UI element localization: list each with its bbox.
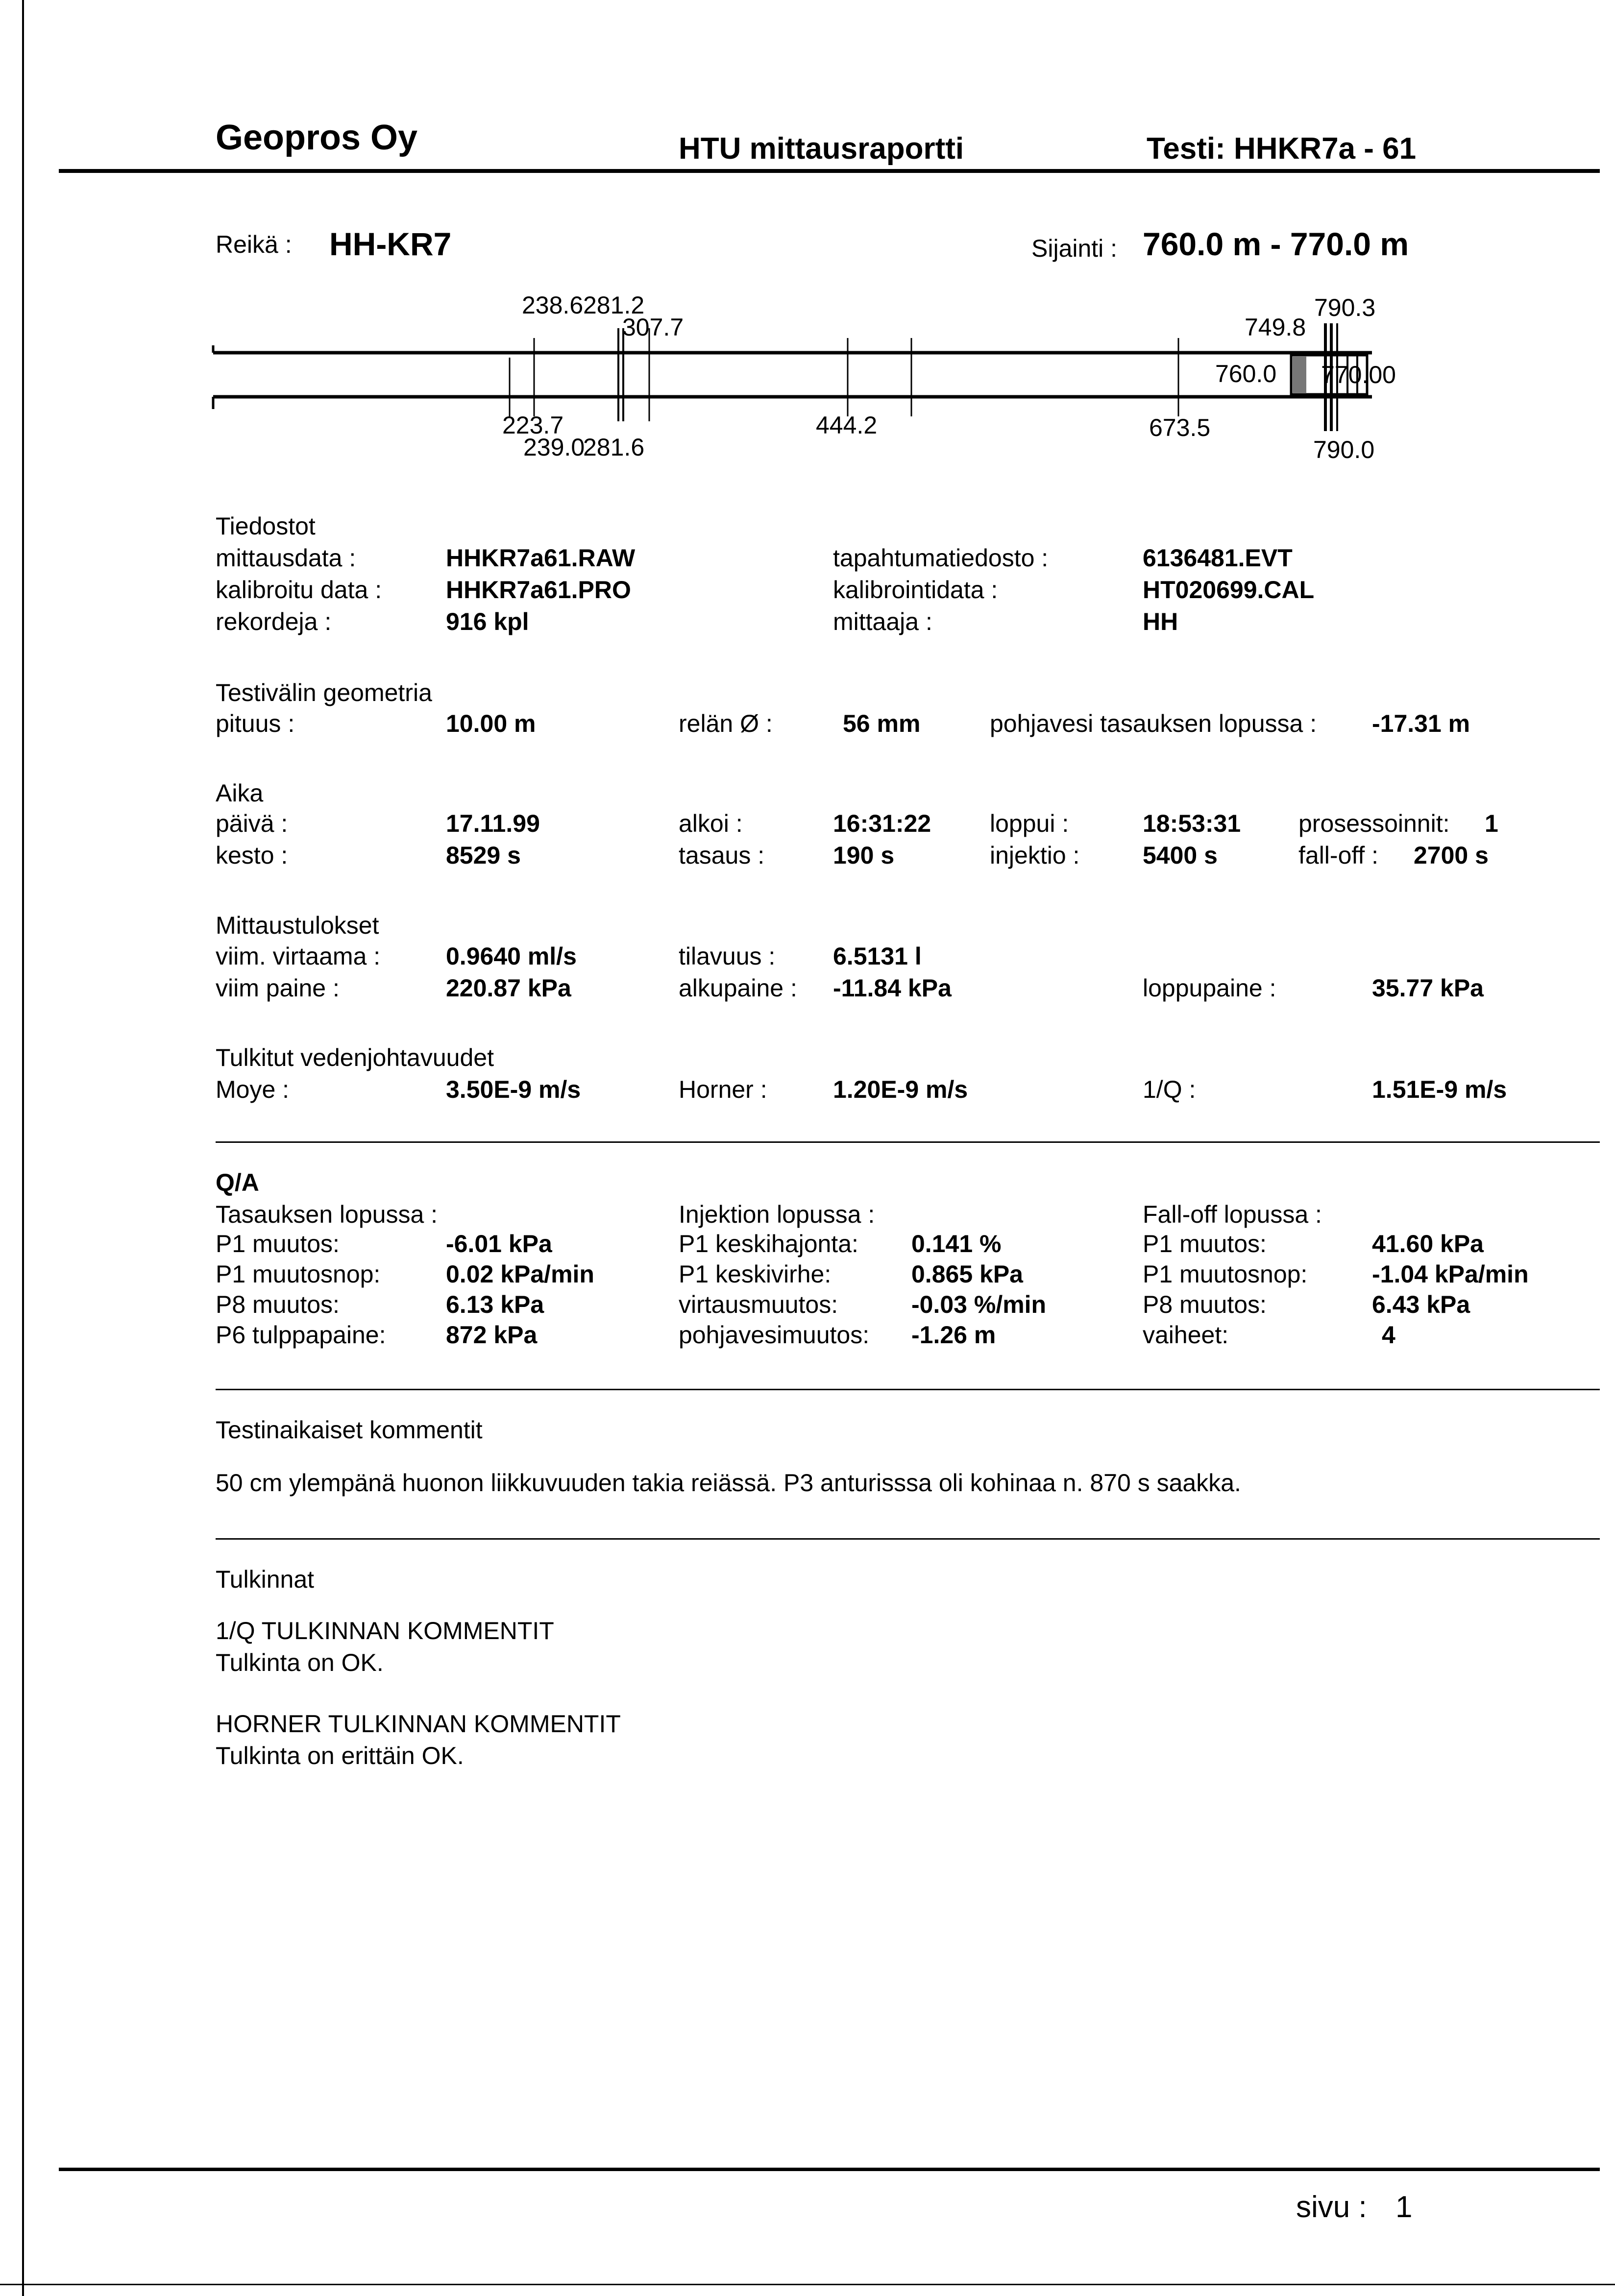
- paiva-value: 17.11.99: [446, 810, 540, 837]
- label-239-0: 239.0: [523, 434, 585, 461]
- injektio-label: injektio :: [990, 842, 1080, 869]
- label-673-5: 673.5: [1149, 414, 1211, 441]
- qa-col3-value: -1.04 kPa/min: [1372, 1260, 1529, 1288]
- tasaus-value: 190 s: [833, 842, 895, 869]
- files-label-kalibrointi: kalibrointidata :: [833, 576, 998, 604]
- kesto-value: 8529 s: [446, 842, 521, 869]
- pituus-label: pituus :: [216, 710, 295, 737]
- files-label-kalibroitu: kalibroitu data :: [216, 576, 382, 604]
- qa-col1-value: -6.01 kPa: [446, 1230, 552, 1257]
- page-number: 1: [1395, 2190, 1413, 2224]
- bottom-edge-line: [0, 2284, 1615, 2285]
- pohjavesi-value: -17.31 m: [1372, 710, 1470, 737]
- qa-col2-value: 0.141 %: [911, 1230, 1002, 1257]
- virtaama-value: 0.9640 ml/s: [446, 943, 577, 970]
- interpretation-line: Tulkinta on erittäin OK.: [216, 1742, 464, 1769]
- falloff-label: fall-off :: [1298, 842, 1379, 869]
- kesto-label: kesto :: [216, 842, 288, 869]
- files-value-kalibroitu: HHKR7a61.PRO: [446, 576, 631, 604]
- sijainti-label: Sijainti :: [1031, 235, 1118, 262]
- time-title: Aika: [216, 779, 264, 807]
- loppupaine-value: 35.77 kPa: [1372, 974, 1484, 1002]
- divider-comments: [216, 1389, 1600, 1390]
- prosessoinnit-label: prosessoinnit:: [1298, 810, 1450, 837]
- qa-col3-value: 41.60 kPa: [1372, 1230, 1484, 1257]
- qa-col2-value: -1.26 m: [911, 1321, 996, 1349]
- test-section-fill: [1293, 357, 1306, 393]
- label-444-2: 444.2: [816, 411, 878, 439]
- label-307-7: 307.7: [622, 314, 684, 341]
- label-760-0: 760.0: [1215, 360, 1277, 387]
- moye-value: 3.50E-9 m/s: [446, 1076, 581, 1103]
- alkupaine-label: alkupaine :: [679, 974, 797, 1002]
- qa-col3-value: 4: [1382, 1321, 1395, 1349]
- reika-value: HH-KR7: [329, 226, 452, 262]
- paine-label: viim paine :: [216, 974, 340, 1002]
- label-281-6: 281.6: [583, 434, 645, 461]
- qa-col2-title: Injektion lopussa :: [679, 1201, 875, 1228]
- label-238-6: 238.6: [522, 291, 584, 319]
- relan-value: 56 mm: [843, 710, 921, 737]
- files-value-mittaaja: HH: [1143, 608, 1178, 635]
- files-value-mittausdata: HHKR7a61.RAW: [446, 544, 636, 572]
- prosessoinnit-value: 1: [1485, 810, 1498, 837]
- paine-value: 220.87 kPa: [446, 974, 571, 1002]
- moye-label: Moye :: [216, 1076, 290, 1103]
- virtaama-label: viim. virtaama :: [216, 943, 381, 970]
- qa-col2-label: pohjavesimuutos:: [679, 1321, 870, 1349]
- divider-qa: [216, 1141, 1600, 1143]
- alkoi-value: 16:31:22: [833, 810, 931, 837]
- qa-col1-value: 6.13 kPa: [446, 1291, 544, 1318]
- loppui-label: loppui :: [990, 810, 1069, 837]
- loppupaine-label: loppupaine :: [1143, 974, 1276, 1002]
- interpretations-title: Tulkinnat: [216, 1566, 315, 1593]
- qa-col2-label: P1 keskivirhe:: [679, 1260, 832, 1288]
- qa-col2-label: virtausmuutos:: [679, 1291, 838, 1318]
- q-label: 1/Q :: [1143, 1076, 1196, 1103]
- interpretation-line: 1/Q TULKINNAN KOMMENTIT: [216, 1617, 554, 1644]
- results-title: Mittaustulokset: [216, 912, 379, 939]
- company-name: Geopros Oy: [216, 118, 418, 157]
- files-value-tapahtuma: 6136481.EVT: [1143, 544, 1293, 572]
- qa-col1-label: P1 muutos:: [216, 1230, 340, 1257]
- horner-value: 1.20E-9 m/s: [833, 1076, 968, 1103]
- conductivity-title: Tulkitut vedenjohtavuudet: [216, 1044, 494, 1071]
- qa-col2-value: -0.03 %/min: [911, 1291, 1047, 1318]
- label-790-0: 790.0: [1313, 436, 1375, 463]
- header-rule: [59, 169, 1600, 173]
- files-label-mittaaja: mittaaja :: [833, 608, 932, 635]
- qa-col3-value: 6.43 kPa: [1372, 1291, 1470, 1318]
- files-value-rekordeja: 916 kpl: [446, 608, 529, 635]
- tilavuus-label: tilavuus :: [679, 943, 776, 970]
- label-223-7: 223.7: [502, 411, 564, 439]
- qa-col1-label: P8 muutos:: [216, 1291, 340, 1318]
- pituus-value: 10.00 m: [446, 710, 536, 737]
- qa-col2-value: 0.865 kPa: [911, 1260, 1023, 1288]
- qa-col3-title: Fall-off lopussa :: [1143, 1201, 1322, 1228]
- files-label-mittausdata: mittausdata :: [216, 544, 356, 572]
- sijainti-value: 760.0 m - 770.0 m: [1143, 226, 1409, 262]
- reika-label: Reikä :: [216, 231, 292, 258]
- qa-col3-label: P1 muutos:: [1143, 1230, 1267, 1257]
- files-label-rekordeja: rekordeja :: [216, 608, 332, 635]
- page-edge-line: [22, 0, 24, 2296]
- falloff-value: 2700 s: [1414, 842, 1489, 869]
- geometry-title: Testivälin geometria: [216, 679, 432, 706]
- qa-col1-value: 872 kPa: [446, 1321, 538, 1349]
- qa-col3-label: P1 muutosnop:: [1143, 1260, 1308, 1288]
- qa-title: Q/A: [216, 1169, 259, 1196]
- tilavuus-value: 6.5131 l: [833, 943, 922, 970]
- page-label: sivu :: [1296, 2190, 1367, 2224]
- label-281-2: 281.2: [583, 291, 645, 319]
- pohjavesi-label: pohjavesi tasauksen lopussa :: [990, 710, 1317, 737]
- horner-label: Horner :: [679, 1076, 767, 1103]
- label-790-3: 790.3: [1314, 294, 1376, 321]
- loppui-value: 18:53:31: [1143, 810, 1241, 837]
- report-title: HTU mittausraportti: [679, 132, 964, 166]
- qa-col3-label: P8 muutos:: [1143, 1291, 1267, 1318]
- files-title: Tiedostot: [216, 512, 316, 540]
- injektio-value: 5400 s: [1143, 842, 1218, 869]
- q-value: 1.51E-9 m/s: [1372, 1076, 1507, 1103]
- relan-label: relän Ø :: [679, 710, 773, 737]
- borehole-diagram: [206, 274, 1450, 480]
- paiva-label: päivä :: [216, 810, 288, 837]
- comments-text: 50 cm ylempänä huonon liikkuvuuden takia reiässä. P3 anturisssa oli kohinaa n. 870 s saakka.: [216, 1469, 1241, 1497]
- interpretation-line: Tulkinta on OK.: [216, 1649, 384, 1676]
- qa-col1-label: P6 tulppapaine:: [216, 1321, 386, 1349]
- label-770-00: 770.00: [1321, 361, 1396, 388]
- qa-col1-title: Tasauksen lopussa :: [216, 1201, 438, 1228]
- footer-rule: [59, 2168, 1600, 2171]
- tasaus-label: tasaus :: [679, 842, 765, 869]
- test-id: Testi: HHKR7a - 61: [1147, 132, 1417, 166]
- files-value-kalibrointi: HT020699.CAL: [1143, 576, 1315, 604]
- alkupaine-value: -11.84 kPa: [833, 974, 952, 1002]
- qa-col1-label: P1 muutosnop:: [216, 1260, 381, 1288]
- qa-col3-label: vaiheet:: [1143, 1321, 1229, 1349]
- comments-title: Testinaikaiset kommentit: [216, 1416, 483, 1444]
- label-749-8: 749.8: [1245, 314, 1306, 341]
- files-label-tapahtuma: tapahtumatiedosto :: [833, 544, 1049, 572]
- qa-col1-value: 0.02 kPa/min: [446, 1260, 594, 1288]
- interpretation-line: HORNER TULKINNAN KOMMENTIT: [216, 1710, 621, 1738]
- qa-col2-label: P1 keskihajonta:: [679, 1230, 858, 1257]
- alkoi-label: alkoi :: [679, 810, 743, 837]
- divider-interpretations: [216, 1538, 1600, 1540]
